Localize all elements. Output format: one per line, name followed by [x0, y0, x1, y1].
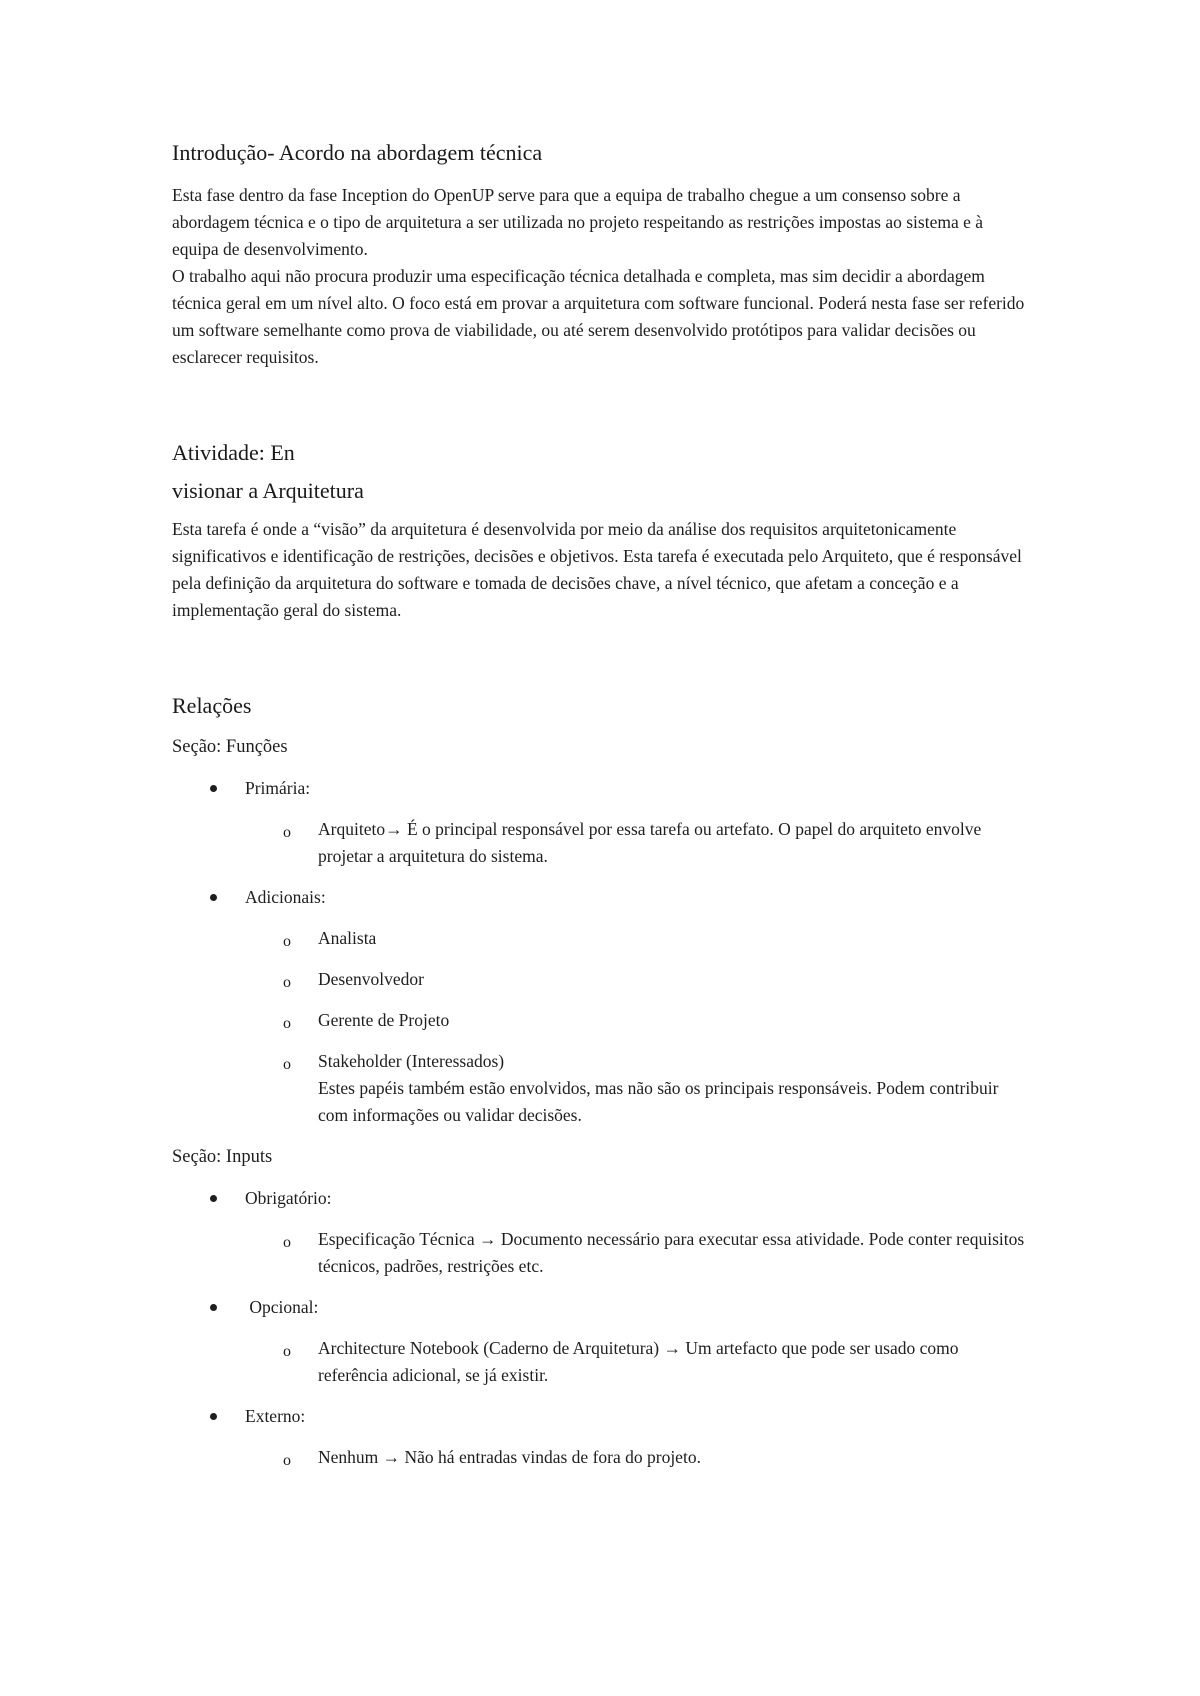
- sub-list-item: [172, 1444, 1032, 1471]
- adicionais-label: Adicionais:: [245, 887, 326, 907]
- bullet-icon: [210, 1195, 217, 1202]
- intro-heading: Introdução- Acordo na abordagem técnica: [172, 140, 543, 165]
- list-item-externo: [172, 1403, 1032, 1471]
- circle-bullet-icon: o: [283, 1343, 291, 1360]
- intro-paragraph-1: Esta fase dentro da fase Inception do OpenUP serve para que a equipa de trabalho chegue a um consenso sobre a abordagem técnica e o tipo de arquitetura a ser utilizada no projeto respeitando as restrições impostas ao sistema e à equipa de desenvolvimento.: [172, 185, 984, 259]
- obrigatorio-sublist: [245, 1226, 1032, 1280]
- section-inputs-label: Seção: Inputs: [172, 1147, 273, 1167]
- sub-list-item: [172, 1007, 1032, 1034]
- sub-list-item: [172, 816, 1032, 870]
- funcoes-list: [172, 775, 1032, 1129]
- opcional-sublist: [245, 1335, 1032, 1389]
- circle-bullet-icon: o: [283, 1056, 291, 1073]
- circle-bullet-icon: o: [283, 1452, 291, 1469]
- list-item-obrigatorio: [172, 1185, 1032, 1280]
- obrigatorio-item-0: Especificação Técnica → Documento necessário para executar essa atividade. Pode conter requisitos técnicos, padrões, restrições etc.: [318, 1229, 1025, 1276]
- adicionais-item-1: Desenvolvedor: [318, 969, 424, 989]
- sub-list-item: [172, 966, 1032, 993]
- circle-bullet-icon: o: [283, 974, 291, 991]
- adicionais-note: Estes papéis também estão envolvidos, mas não são os principais responsáveis. Podem contribuir com informações ou validar decisões.: [318, 1078, 999, 1125]
- adicionais-item-2: Gerente de Projeto: [318, 1010, 450, 1030]
- list-item-opcional: [172, 1294, 1032, 1389]
- circle-bullet-icon: o: [283, 1015, 291, 1032]
- sub-list-item: [172, 1335, 1032, 1389]
- sub-list-item: [172, 1048, 1032, 1129]
- sub-list-item: [172, 925, 1032, 952]
- externo-sublist: [245, 1444, 1032, 1471]
- circle-bullet-icon: o: [283, 933, 291, 950]
- adicionais-item-3: Stakeholder (Interessados): [318, 1051, 505, 1071]
- externo-label: Externo:: [245, 1406, 306, 1426]
- adicionais-sublist: [245, 925, 1032, 1129]
- bullet-icon: [210, 1304, 217, 1311]
- adicionais-item-0: Analista: [318, 928, 377, 948]
- opcional-item-0: Architecture Notebook (Caderno de Arquitetura) → Um artefacto que pode ser usado como referência adicional, se já existir.: [318, 1338, 959, 1385]
- sub-list-item: [172, 1226, 1032, 1280]
- section-funcoes-label: Seção: Funções: [172, 737, 288, 757]
- externo-item-0: Nenhum → Não há entradas vindas de fora do projeto.: [318, 1447, 701, 1467]
- intro-paragraph-2: O trabalho aqui não procura produzir uma especificação técnica detalhada e completa, mas sim decidir a abordagem técnica geral em um nível alto. O foco está em provar a arquitetura com software funcional. Poderá nesta fase ser referido um software semelhante como prova de viabilidade, ou até serem desenvolvido protótipos para validar decisões ou esclarecer requisitos.: [172, 266, 1025, 367]
- circle-bullet-icon: o: [283, 824, 291, 841]
- bullet-icon: [210, 894, 217, 901]
- activity-paragraph: Esta tarefa é onde a “visão” da arquitetura é desenvolvida por meio da análise dos requisitos arquitetonicamente significativos e identificação de restrições, decisões e objetivos. Esta tarefa é executada pelo Arquiteto, que é responsável pela definição da arquitetura do software e tomada de decisões chave, a nível técnico, que afetam a conceção e a implementação geral do sistema.: [172, 519, 1022, 620]
- bullet-icon: [210, 1413, 217, 1420]
- primaria-sublist: [245, 816, 1032, 870]
- primaria-item-0: Arquiteto→ É o principal responsável por essa tarefa ou artefato. O papel do arquiteto envolve projetar a arquitetura do sistema.: [318, 819, 982, 866]
- activity-heading-line2: visionar a Arquitetura: [172, 478, 364, 503]
- opcional-label: Opcional:: [245, 1297, 319, 1317]
- document-page: [172, 138, 1032, 1471]
- inputs-list: [172, 1185, 1032, 1471]
- primaria-label: Primária:: [245, 778, 311, 798]
- activity-heading-line1: Atividade: En: [172, 440, 295, 465]
- bullet-icon: [210, 785, 217, 792]
- circle-bullet-icon: o: [283, 1234, 291, 1251]
- obrigatorio-label: Obrigatório:: [245, 1188, 332, 1208]
- relations-heading: Relações: [172, 693, 252, 718]
- list-item-adicionais: [172, 884, 1032, 1129]
- list-item-primaria: [172, 775, 1032, 870]
